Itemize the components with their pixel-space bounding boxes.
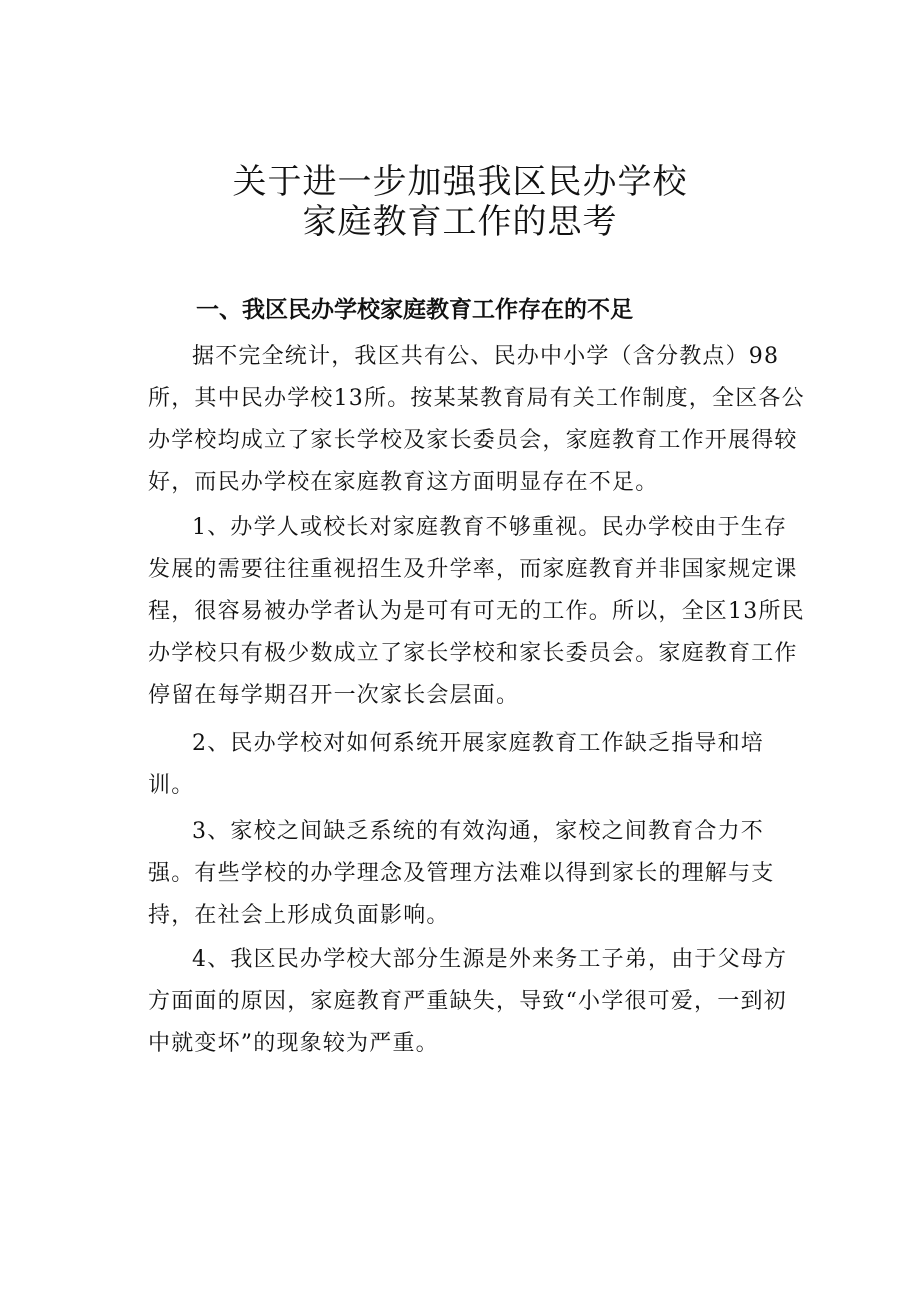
paragraph-statistics (148, 336, 805, 504)
paragraph-line: 3、家校之间缺乏系统的有效沟通，家校之间教育合力不 (192, 819, 764, 844)
paragraph-line: 所，其中民办学校13所。按某某教育局有关工作制度，全区各公 (148, 386, 805, 411)
paragraph-line: 办学校均成立了家长学校及家长委员会，家庭教育工作开展得较 (148, 428, 798, 453)
paragraph-line: 训。 (148, 773, 195, 798)
paragraph-line: 方面面的原因，家庭教育严重缺失，导致“小学很可爱，一到初 (148, 989, 787, 1014)
paragraph-line: 强。有些学校的办学理念及管理方法难以得到家长的理解与支 (148, 861, 775, 886)
paragraph-point-4 (148, 939, 802, 1065)
paragraph-line: 停留在每学期召开一次家长会层面。 (148, 683, 520, 708)
paragraph-line: 4、我区民办学校大部分生源是外来务工子弟，由于父母方 (192, 947, 788, 972)
paragraph-line: 持，在社会上形成负面影响。 (148, 903, 450, 928)
paragraph-line: 办学校只有极少数成立了家长学校和家长委员会。家庭教育工作 (148, 641, 798, 666)
paragraph-line: 发展的需要往往重视招生及升学率，而家庭教育并非国家规定课 (148, 557, 798, 582)
paragraph-point-3 (148, 811, 802, 937)
paragraph-line: 1、办学人或校长对家庭教育不够重视。民办学校由于生存 (192, 515, 788, 540)
paragraph-point-2 (148, 723, 802, 807)
paragraph-line: 好，而民办学校在家庭教育这方面明显存在不足。 (148, 470, 659, 495)
paragraph-line: 2、民办学校对如何系统开展家庭教育工作缺乏指导和培 (192, 731, 764, 756)
document-title-line-1: 关于进一步加强我区民办学校 (232, 162, 688, 202)
section-heading: 一、我区民办学校家庭教育工作存在的不足 (196, 297, 633, 323)
paragraph-line: 据不完全统计，我区共有公、民办中小学（含分教点）98 (192, 344, 780, 369)
paragraph-point-1 (148, 507, 805, 717)
document-title-line-2: 家庭教育工作的思考 (302, 202, 618, 242)
paragraph-line: 程，很容易被办学者认为是可有可无的工作。所以，全区13所民 (148, 599, 805, 624)
paragraph-line: 中就变坏”的现象较为严重。 (148, 1031, 439, 1056)
